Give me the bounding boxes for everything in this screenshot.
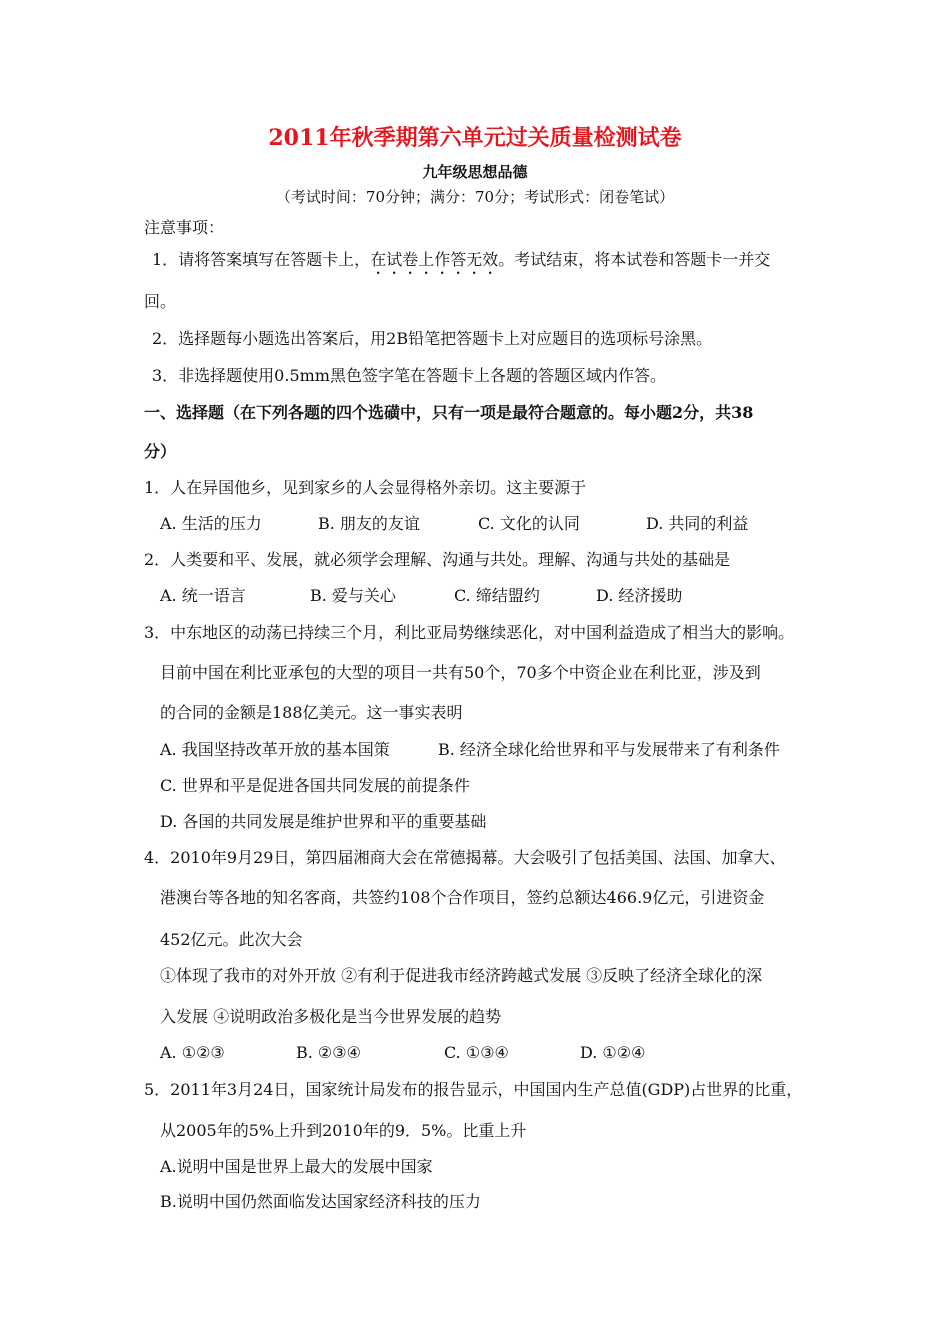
question-3-option-a: A. 我国坚持改革开放的基本国策: [160, 740, 390, 759]
question-3-option-c: C. 世界和平是促进各国共同发展的前提条件: [160, 776, 470, 795]
question-1-option-a: A. 生活的压力: [160, 514, 262, 533]
section-heading-cont: 分）: [144, 442, 177, 461]
notice-item-1-part-a: 1．请将答案填写在答题卡上，: [152, 250, 371, 269]
question-1-option-c: C. 文化的认同: [478, 514, 580, 533]
question-2-stem: 2．人类要和平、发展，就必须学会理解、沟通与共处。理解、沟通与共处的基础是: [144, 550, 731, 569]
question-2-option-a: A. 统一语言: [160, 586, 246, 605]
question-2-option-b: B. 爱与关心: [310, 586, 396, 605]
question-1-stem: 1．人在异国他乡，见到家乡的人会显得格外亲切。这主要源于: [144, 478, 587, 497]
notice-item-2: 2．选择题每小题选出答案后，用2B铅笔把答题卡上对应题目的选项标号涂黑。: [152, 329, 713, 348]
section-heading: 一、选择题（在下列各题的四个选磺中，只有一项是最符合题意的。每小题2分，共38: [144, 403, 754, 422]
question-3-option-d: D. 各国的共同发展是维护世界和平的重要基础: [160, 812, 487, 831]
question-4-stem-line-3: 452亿元。此次大会: [160, 930, 303, 949]
question-1-option-b: B. 朋友的友谊: [318, 514, 420, 533]
question-4-statements: ①体现了我市的对外开放 ②有利于促进我市经济跨越式发展 ③反映了经济全球化的深: [160, 966, 763, 985]
question-2-option-d: D. 经济援助: [596, 586, 683, 605]
question-4-option-a: A. ①②③: [160, 1043, 225, 1062]
exam-info: （考试时间：70分钟；满分：70分；考试形式：闭卷笔试）: [275, 188, 675, 206]
question-5-option-b: B.说明中国仍然面临发达国家经济科技的压力: [160, 1192, 481, 1211]
question-4-option-c: C. ①③④: [444, 1043, 509, 1062]
question-5-stem-line-2: 从2005年的5%上升到2010年的9．5%。比重上升: [160, 1121, 527, 1140]
question-4-stem-line-2: 港澳台等各地的知名客商，共签约108个合作项目，签约总额达466.9亿元，引进资金: [160, 888, 765, 907]
notice-heading: 注意事项：: [144, 218, 225, 237]
notice-item-1-part-b: 。考试结束，将本试卷和答题卡一并交: [498, 250, 771, 269]
question-5-stem: 5．2011年3月24日，国家统计局发布的报告显示，中国国内生产总值(GDP)占世界的比重，: [144, 1080, 803, 1099]
question-4-option-d: D. ①②④: [580, 1043, 646, 1062]
question-4-stem: 4．2010年9月29日，第四届湘商大会在常德揭幕。大会吸引了包括美国、法国、加拿大、: [144, 848, 786, 867]
question-3-stem: 3．中东地区的动荡已持续三个月，利比亚局势继续恶化，对中国利益造成了相当大的影响。: [144, 623, 795, 642]
notice-item-1: [152, 250, 770, 278]
question-4-option-b: B. ②③④: [296, 1043, 361, 1062]
exam-subtitle: 九年级思想品德: [422, 163, 528, 181]
question-4-statements-cont: 入发展 ④说明政治多极化是当今世界发展的趋势: [160, 1007, 502, 1026]
question-1-option-d: D. 共同的利益: [646, 514, 749, 533]
question-5-option-a: A.说明中国是世界上最大的发展中国家: [160, 1157, 433, 1176]
notice-item-3: 3．非选择题使用0.5mm黑色签字笔在答题卡上各题的答题区域内作答。: [152, 366, 666, 385]
question-3-stem-line-3: 的合同的金额是188亿美元。这一事实表明: [160, 703, 463, 722]
question-3-stem-line-2: 目前中国在利比亚承包的大型的项目一共有50个，70多个中资企业在利比亚，涉及到: [160, 663, 761, 682]
exam-title: 2011年秋季期第六单元过关质量检测试卷: [268, 125, 682, 151]
question-2-option-c: C. 缔结盟约: [454, 586, 540, 605]
question-3-option-b: B. 经济全球化给世界和平与发展带来了有利条件: [438, 740, 780, 759]
notice-item-1-cont: 回。: [144, 292, 177, 311]
notice-item-1-emphasis: 在试卷上作答无效: [370, 250, 499, 269]
